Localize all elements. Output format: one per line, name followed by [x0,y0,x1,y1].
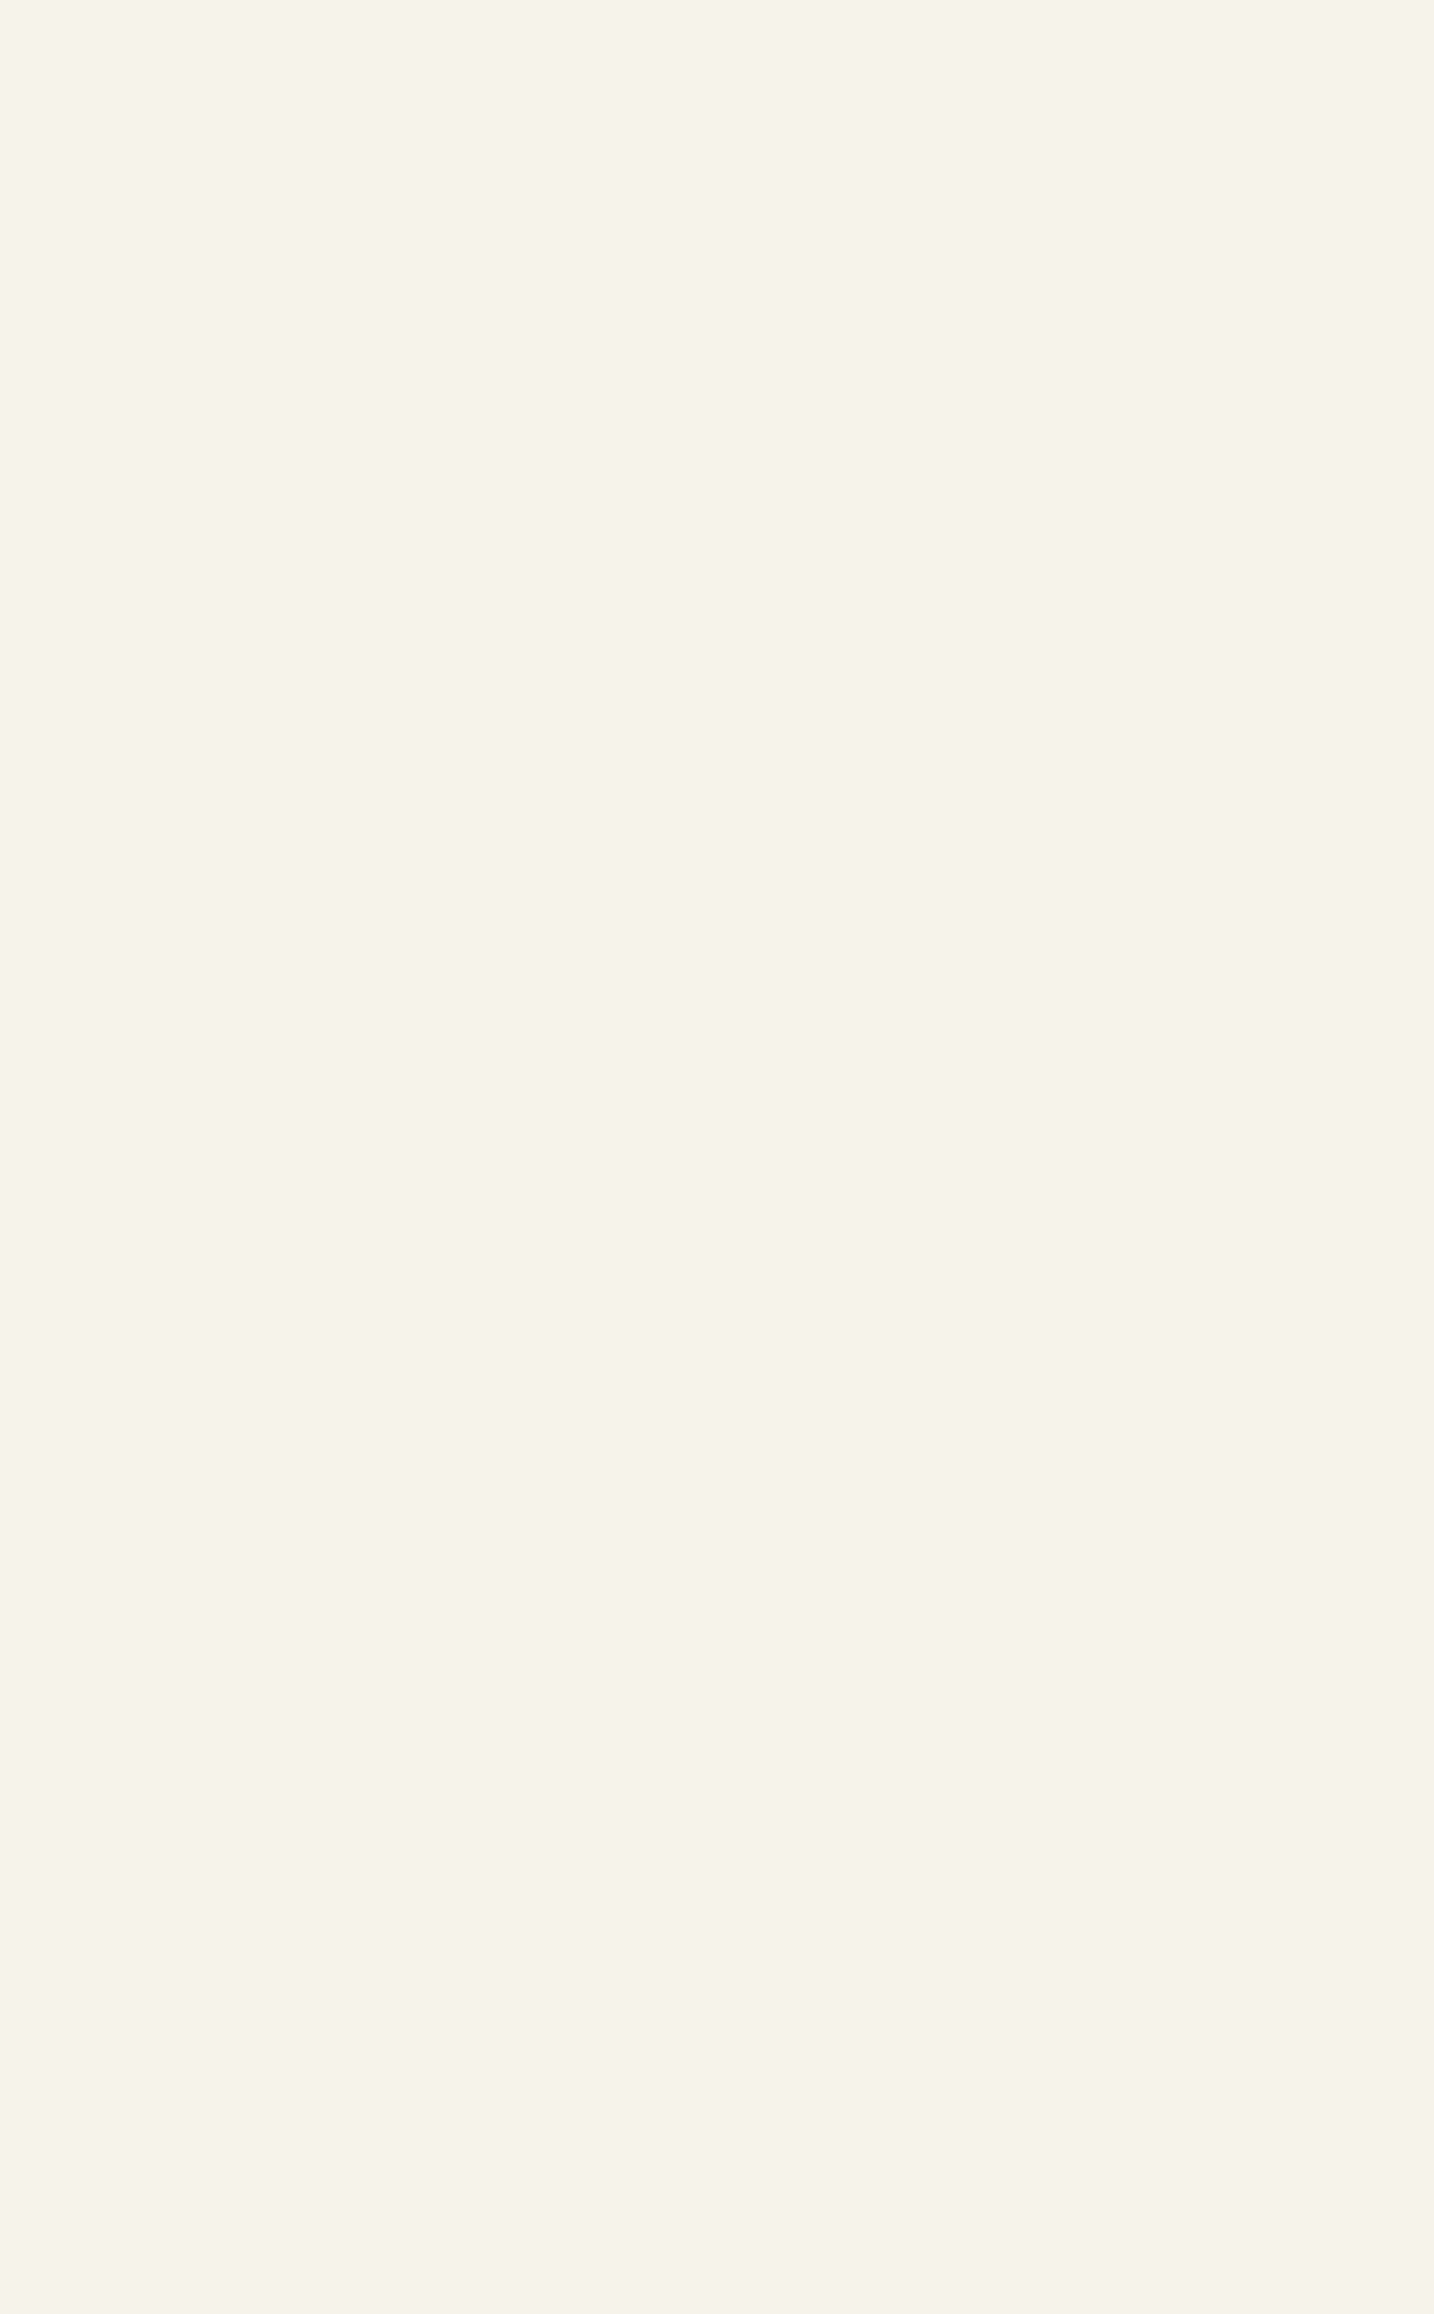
running-header [134,40,1334,110]
